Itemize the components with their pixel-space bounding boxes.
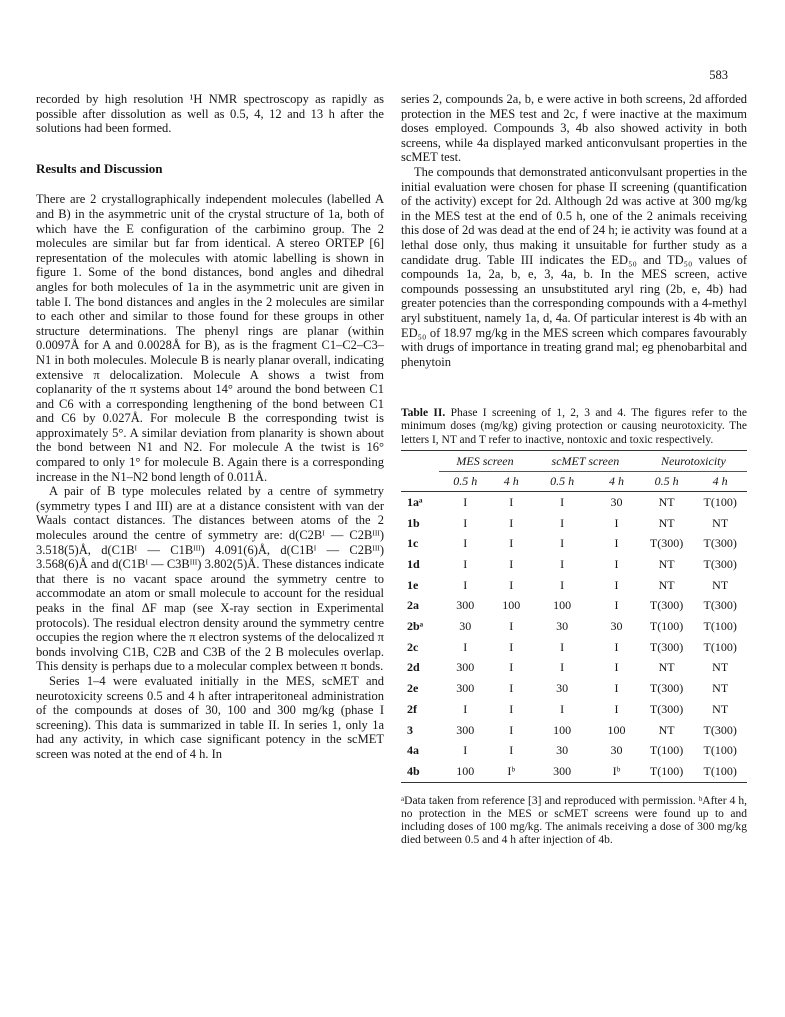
section-heading: Results and Discussion — [36, 160, 163, 176]
compound-cell: 1e — [407, 577, 419, 592]
table-cell: I — [560, 577, 565, 592]
table-cell: NT — [658, 557, 675, 571]
table-cell: Iᵇ — [507, 763, 516, 778]
table-cell: I — [560, 639, 565, 654]
table-row — [401, 491, 747, 512]
table-cell: T(100) — [703, 763, 737, 778]
subheader-mes-4h: 4 h — [503, 474, 519, 489]
table-cell: I — [463, 494, 468, 509]
table-cell: 30 — [556, 619, 569, 634]
table-cell: NT — [712, 515, 729, 530]
table-row — [401, 616, 747, 637]
table-cell: 30 — [610, 619, 623, 634]
compound-cell: 1aᵃ — [407, 494, 423, 509]
table-cell: I — [509, 557, 514, 571]
table-cell: I — [614, 557, 619, 571]
table-cell: I — [560, 536, 565, 551]
phase-two-paragraph: The compounds that demonstrated anticonvulsant properties in the initial evaluation were chosen for phase II screening (quantification of the activity) except for 2d. Although 2d was active at 300 mg/kg in the MES test at the end of 0.5 h, one of the 2 animals receiving this dose of 2d was dead at the end of 24 h; ie activity was found at a lethal dose only, thus making it unsuitable for further study as a candidate drug. Table III indicates the ED₅₀ and TD₅₀ values of compounds 1a, 2a, b, e, 3, 4a, b. In the MES screen, active compounds possessing an unsubstituted aryl ring (2b, e, 4b) had greater potencies than the corresponding compounds with a 4-methyl aryl substituent, namely 1a, d, 4a. Of particular interest is 4b with an ED₅₀ of 18.97 mg/kg in the MES screen which compares favourably with drugs of importance in treating grand mal; eg phenobarbital and phenytoin — [401, 164, 747, 369]
table-cell: I — [614, 577, 619, 592]
subheader-mes-05h: 0.5 h — [453, 474, 478, 489]
table-cell: T(100) — [649, 743, 684, 758]
table-cell: I — [509, 639, 514, 654]
table-cell: T(300) — [649, 701, 684, 716]
table-cell: I — [463, 701, 468, 716]
table-cell: T(300) — [649, 639, 684, 654]
subheader-scmet-05h: 0.5 h — [550, 474, 575, 489]
table-cell: T(100) — [703, 494, 737, 509]
table-row — [401, 678, 747, 699]
table-footnote: ᵃData taken from reference [3] and reproduced with permission. ᵇAfter 4 h, no protection in the MES or scMET screens were found up to and including doses of 100 mg/kg. The animals receiving a dose of 300 mg/kg died between 0.5 and 4 h after injection of 4b. — [401, 794, 747, 847]
table-cell: I — [509, 577, 514, 592]
table-cell: I — [614, 701, 619, 716]
table-cell: I — [560, 701, 565, 716]
table-cell: I — [560, 557, 565, 571]
table-cell: I — [509, 743, 514, 758]
table-row — [401, 719, 747, 740]
table-cell: T(300) — [649, 536, 684, 551]
table-cell: NT — [712, 577, 729, 592]
table-cell: I — [509, 681, 514, 696]
table-cell: 100 — [456, 763, 475, 778]
table-cell: NT — [658, 515, 675, 530]
crystal-structure-paragraph: There are 2 crystallographically independent molecules (labelled A and B) in the asymmetric unit of the crystal structure of 1a, both of which have the E configuration of the carbimino group. The 2 molecules are similar but far from identical. A stereo ORTEP [6] representation of the molecules with atomic labelling is shown in figure 1. Some of the bond distances, bond angles and dihedral angles for both molecules of 1a in the asymmetric unit are given in table I. The bond distances and angles in the 2 molecules are similar to each other and similar to those found for these groups in other structure determinations. The phenyl rings are planar (within 0.0097Å for A and 0.0028Å for B), as is the fragment C1–C2–C3–N1 in both molecules. Molecule B is nearly planar overall, indicating extensive π delocalization. Molecule A shows a twist from coplanarity of the π systems about 14° around the bond between C1 and C6 with a corresponding lengthening of the bond between C1 and C6 by 0.027Å. For molecule B the corresponding twist is approximately 5°. A similar deviation from planarity is shown about the bond between N1 and N2. For molecule A the twist is 16° compared to only 1° for molecule B. Again there is a corresponding increase in the N1–N2 bond length of 0.011Å. — [36, 192, 384, 484]
table-cell: NT — [658, 577, 675, 592]
table-cell: I — [509, 660, 514, 675]
table-cell: I — [614, 639, 619, 654]
table-row — [401, 513, 747, 534]
table-cell: I — [614, 660, 619, 675]
table-cell: I — [509, 619, 514, 634]
table-cell: I — [614, 515, 619, 530]
compound-cell: 2d — [407, 660, 420, 675]
group-header-scmet: scMET screen — [531, 451, 640, 472]
subheader-neuro-05h: 0.5 h — [654, 474, 679, 489]
table-cell: 100 — [502, 598, 521, 613]
intro-paragraph: recorded by high resolution ¹H NMR spectroscopy as rapidly as possible after dissolution as well as 0.5, 4, 12 and 13 h after the solutions had been formed. — [36, 92, 384, 136]
table-cell: 100 — [607, 722, 626, 737]
table-cell: I — [509, 536, 514, 551]
table-cell: T(300) — [703, 536, 737, 551]
table-body — [401, 491, 747, 781]
table-cell: 300 — [456, 598, 475, 613]
compound-cell: 2a — [407, 598, 419, 613]
table-cell: NT — [658, 722, 675, 737]
table-cell: 300 — [553, 763, 572, 778]
left-column — [36, 92, 384, 762]
compound-cell: 2c — [407, 639, 419, 654]
right-column — [401, 92, 747, 847]
table-group-header — [401, 451, 747, 472]
table-cell: I — [614, 536, 619, 551]
table-row — [401, 533, 747, 554]
table-cell: T(300) — [703, 722, 737, 737]
table-cell: T(300) — [703, 557, 737, 571]
table-cell: I — [463, 515, 468, 530]
table-cell: NT — [712, 701, 729, 716]
table-cell: Iᵇ — [612, 763, 621, 778]
screening-table — [401, 451, 747, 782]
table-cell: T(300) — [649, 598, 684, 613]
table-two — [401, 407, 747, 847]
table-cell: I — [463, 743, 468, 758]
compound-cell: 2bᵃ — [407, 619, 424, 634]
table-caption — [401, 407, 747, 447]
table-subheader — [401, 471, 747, 491]
table-row — [401, 575, 747, 596]
table-cell: I — [560, 660, 565, 675]
series-paragraph: Series 1–4 were evaluated initially in the MES, scMET and neurotoxicity screens 0.5 and 4 h after intraperitoneal administration of the compounds at doses of 30, 100 and 300 mg/kg (phase I screening). This data is summarized in table II. In series 1, only 1a had any activity, in which case significant potency in the scMET screen was noted at the end of 4 h. In — [36, 673, 384, 761]
table-cell: I — [463, 639, 468, 654]
compound-cell: 4a — [407, 743, 419, 758]
symmetry-paragraph: A pair of B type molecules related by a centre of symmetry (symmetry types I and III) are at a distance consistent with van der Waals contact distances. The distances between atoms of the 2 molecules around the centre of symmetry are: d(C2Bᴵ — C2Bᴵᴵᴵ) 3.518(5)Å, d(C1Bᴵ — C1Bᴵᴵᴵ) 4.091(6)Å, d(C1Bᴵ — C2Bᴵᴵᴵ) 3.568(6)Å and d(C1Bᴵ — C3Bᴵᴵᴵ) 3.802(5)Å. These distances indicate that there is no vacant space around the symmetry centre to accommodate an atom or small molecule to account for the residual peaks in the final ΔF map (see X-ray section in Experimental protocols). The residual electron density around the symmetry centre occupies the region where the π electron systems of the delocalized π bonds involving C1B, C2B and C3B of the 2 B molecules overlap. This density is perhaps due to a molecular complex between π bonds. — [36, 484, 384, 674]
compound-cell: 1d — [407, 557, 420, 571]
compound-cell: 3 — [407, 722, 413, 737]
page-number: 583 — [709, 68, 728, 82]
table-cell: I — [509, 515, 514, 530]
table-cell: NT — [658, 494, 675, 509]
table-cell: T(300) — [703, 598, 737, 613]
continued-paragraph: series 2, compounds 2a, b, e were active in both screens, 2d afforded protection in the MES test and 2c, f were inactive at the maximum doses employed. Compounds 3, 4b also showed activity in both screens, while 4a displayed marked anticonvulsant properties in the scMET test. — [401, 92, 747, 165]
table-cell: 300 — [456, 681, 475, 696]
table-cell: 30 — [610, 494, 623, 509]
table-cell: I — [614, 681, 619, 696]
table-cell: I — [509, 494, 514, 509]
table-cell: 30 — [459, 619, 472, 634]
table-row — [401, 699, 747, 720]
table-row — [401, 554, 747, 575]
table-cell: I — [560, 515, 565, 530]
table-cell: I — [463, 577, 468, 592]
table-cell: 30 — [556, 743, 569, 758]
table-cell: 100 — [553, 598, 572, 613]
table-cell: T(100) — [703, 743, 737, 758]
compound-cell: 1b — [407, 515, 420, 530]
table-cell: T(100) — [703, 639, 737, 654]
compound-cell: 1c — [407, 536, 419, 551]
group-header-mes: MES screen — [439, 451, 531, 472]
table-cell: I — [560, 494, 565, 509]
table-row — [401, 595, 747, 616]
subheader-neuro-4h: 4 h — [712, 474, 728, 489]
table-label: Table II. — [401, 407, 446, 420]
table-cell: NT — [712, 660, 729, 675]
table-row — [401, 740, 747, 761]
table-cell: I — [463, 557, 468, 571]
compound-cell: 2f — [407, 701, 417, 716]
table-cell: I — [509, 701, 514, 716]
table-caption-text: Phase I screening of 1, 2, 3 and 4. The figures refer to the minimum doses (mg/kg) giving protection or causing neurotoxicity. The letters I, NT and T refer to inactive, nontoxic and toxic respectively. — [401, 407, 748, 446]
table-cell: T(100) — [703, 619, 737, 634]
table-row — [401, 657, 747, 678]
table-cell: I — [614, 598, 619, 613]
table-bottom-rule — [401, 782, 747, 783]
table-cell: T(300) — [649, 681, 684, 696]
table-row — [401, 761, 747, 782]
table-cell: 30 — [556, 681, 569, 696]
table-cell: I — [509, 722, 514, 737]
table-cell: T(100) — [649, 763, 684, 778]
table-cell: 100 — [553, 722, 572, 737]
table-cell: 300 — [456, 660, 475, 675]
table-cell: NT — [712, 681, 729, 696]
table-cell: 30 — [610, 743, 623, 758]
table-cell: I — [463, 536, 468, 551]
subheader-scmet-4h: 4 h — [608, 474, 624, 489]
group-header-neurotoxicity: Neurotoxicity — [640, 451, 747, 472]
table-cell: NT — [658, 660, 675, 675]
compound-cell: 2e — [407, 681, 419, 696]
table-row — [401, 637, 747, 658]
table-cell: 300 — [456, 722, 475, 737]
compound-cell: 4b — [407, 763, 420, 778]
table-cell: T(100) — [649, 619, 684, 634]
